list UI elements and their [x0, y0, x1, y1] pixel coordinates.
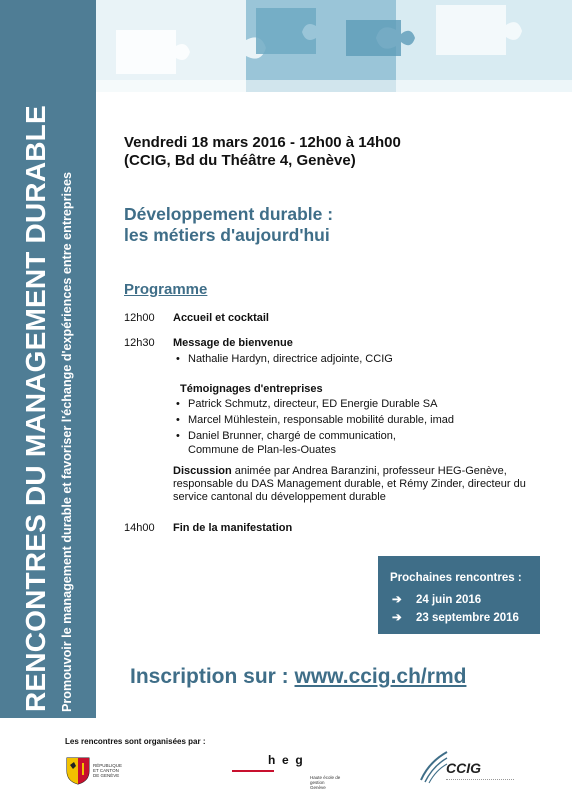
geneve-caption-line: ET CANTON — [93, 768, 119, 773]
speaker-line1: Daniel Brunner, chargé de communication, — [188, 430, 396, 442]
event-topic — [124, 204, 333, 246]
programme-item-welcome-message — [124, 337, 293, 349]
geneve-caption-line: DE GENÈVE — [93, 773, 120, 778]
header-puzzle-photo — [96, 0, 572, 92]
programme-item-closing — [124, 522, 292, 534]
heg-caption-line: Genève — [310, 785, 326, 790]
inscription-link[interactable]: www.ccig.ch/rmd — [294, 665, 467, 688]
programme-time: 12h30 — [124, 337, 155, 349]
geneve-shield-icon — [66, 757, 90, 785]
geneve-caption — [93, 763, 122, 778]
programme-item-welcome-cocktail — [124, 312, 269, 324]
next-meeting-date-text: 24 juin 2016 — [416, 594, 482, 606]
heg-red-rule — [232, 770, 274, 772]
programme-time: 14h00 — [124, 522, 155, 534]
programme-label: Accueil et cocktail — [173, 312, 269, 324]
heg-caption-line: Haute école de gestion — [310, 775, 341, 785]
testimonies-heading: Témoignages d'entreprises — [180, 383, 323, 395]
arrow-right-icon: ➔ — [392, 594, 402, 606]
discussion-label: Discussion — [173, 465, 232, 477]
geneve-logo — [66, 757, 126, 789]
next-meeting-date — [392, 592, 481, 606]
inscription-line — [130, 665, 466, 689]
programme-label: Message de bienvenue — [173, 337, 293, 349]
sidebar-subtitle: Promouvoir le management durable et favoriser l'échange d'expériences entre entreprises — [60, 171, 74, 712]
ccig-caption-rule — [446, 779, 514, 782]
ccig-logo — [419, 750, 524, 788]
speaker-item: • Nathalie Hardyn, directrice adjointe, CCIG — [176, 352, 393, 366]
arrow-right-icon: ➔ — [392, 612, 402, 624]
heg-letters: h e g — [268, 753, 303, 767]
speaker-item: • Patrick Schmutz, directeur, ED Energie Durable SA — [176, 397, 454, 411]
discussion-paragraph — [173, 465, 543, 504]
event-location: (CCIG, Bd du Théâtre 4, Genève) — [124, 152, 356, 169]
programme-label: Fin de la manifestation — [173, 522, 293, 534]
next-meeting-date-text: 23 septembre 2016 — [416, 612, 519, 624]
heg-logo — [232, 753, 342, 793]
speaker-item: • Marcel Mühlestein, responsable mobilité durable, imad — [176, 413, 454, 427]
next-meetings-title: Prochaines rencontres : — [390, 572, 522, 584]
testimonies-speakers-list — [176, 397, 454, 457]
ccig-swoosh-icon — [419, 750, 449, 784]
event-date-block — [124, 134, 401, 170]
speaker-item — [176, 429, 454, 457]
event-topic-line2: les métiers d'aujourd'hui — [124, 225, 330, 245]
sidebar-title: RENCONTRES DU MANAGEMENT DURABLE — [20, 105, 51, 712]
inscription-label: Inscription sur : — [130, 665, 295, 688]
next-meetings-box — [378, 556, 540, 634]
welcome-speakers-list — [176, 352, 393, 366]
sidebar-band — [0, 0, 96, 718]
organizers-label: Les rencontres sont organisées par : — [65, 737, 206, 746]
ccig-wordmark: CCIG — [446, 760, 481, 776]
programme-time: 12h00 — [124, 312, 155, 324]
event-date: Vendredi 18 mars 2016 - 12h00 à 14h00 — [124, 134, 401, 151]
puzzle-pieces-image — [96, 0, 572, 92]
next-meeting-date — [392, 610, 519, 624]
geneve-caption-line: RÉPUBLIQUE — [93, 763, 123, 768]
heg-caption — [310, 775, 342, 790]
speaker-line2: Commune de Plan-les-Ouates — [188, 444, 336, 456]
discussion-text: animée par Andrea Baranzini, professeur HEG-Genève, responsable du DAS Management durable, et Rémy Zinder, directeur du service cantonal du développement durable — [173, 465, 526, 503]
programme-heading: Programme — [124, 281, 208, 298]
event-topic-line1: Développement durable : — [124, 204, 334, 224]
